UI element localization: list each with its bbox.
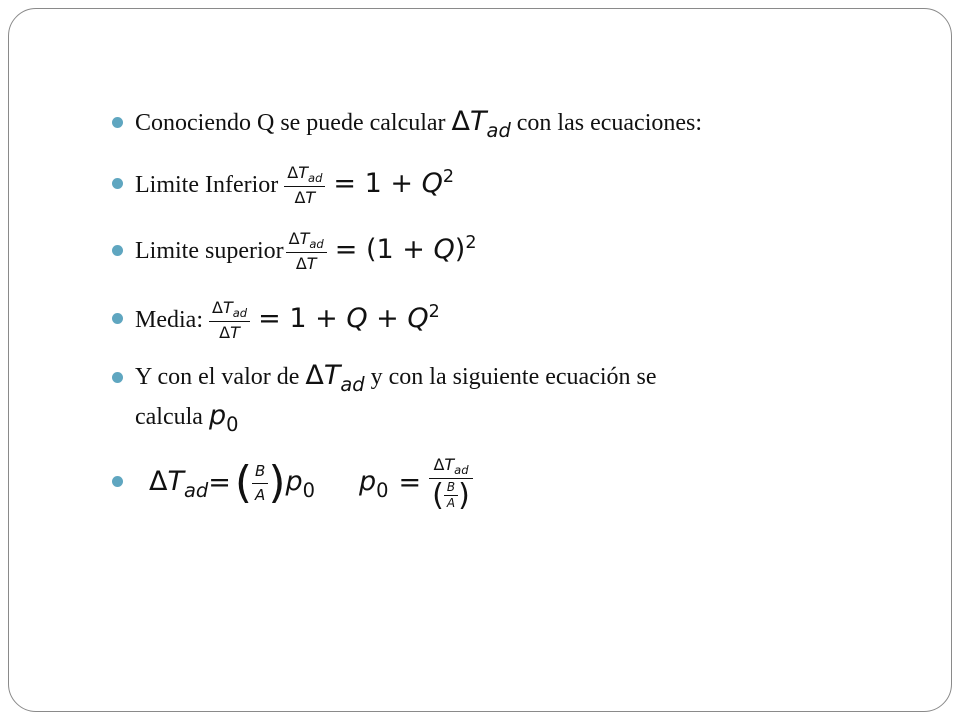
bullet-5-text-before: Y con el valor de	[135, 364, 306, 390]
bullet-item-5-line-2	[135, 400, 239, 436]
bullet-item-6	[149, 445, 473, 521]
right-paren: )	[268, 457, 286, 508]
bullet-5-text-middle: y con la siguiente ecuación se	[364, 364, 657, 390]
fraction-delta-tad-over-delta-t: $\frac{\Delta T_{ad}}{\Delta T}$	[284, 164, 325, 207]
slide	[8, 8, 952, 712]
equation-rhs-superior: = $(1 + Q)^2$	[334, 232, 477, 265]
limite-superior-label: Limite superior	[135, 238, 284, 264]
bullet-item-5	[135, 360, 657, 396]
bullet-item-4	[135, 290, 440, 350]
delta-t-ad-symbol: $\Delta T_{ad}$	[451, 106, 511, 142]
media-label: Media:	[135, 307, 203, 333]
left-paren: (	[234, 457, 253, 508]
equation-rhs-media: = $1 + Q + Q^2$	[258, 301, 440, 334]
bullet-dot	[112, 476, 123, 487]
limite-inferior-label: Limite Inferior	[135, 172, 279, 198]
fraction-delta-tad-over-b-over-a: $\Delta T_{ad}$ ( $\frac{B}{A}$ )	[429, 456, 473, 511]
bullet-dot	[112, 372, 123, 383]
fraction-delta-tad-over-delta-t: $\frac{\Delta T_{ad}}{\Delta T}$	[209, 299, 250, 342]
bullet-item-2	[135, 155, 454, 215]
bullet-dot	[112, 245, 123, 256]
delta-t-ad-lhs: $\Delta T_{ad}$	[149, 466, 209, 502]
p0-symbol: $p_0$	[359, 466, 389, 502]
bullet-item-3	[135, 221, 476, 281]
p0-symbol: $p_0$	[285, 466, 316, 502]
p0-symbol: $p_0$	[208, 400, 239, 436]
fraction-delta-tad-over-delta-t: $\frac{\Delta T_{ad}}{\Delta T}$	[286, 230, 327, 273]
bullet-dot	[112, 178, 123, 189]
fraction-b-over-a: $\frac{B}{A}$	[252, 462, 268, 504]
equals-sign: =	[398, 467, 422, 498]
delta-t-ad-symbol: $\Delta T_{ad}$	[305, 360, 365, 396]
bullet-5-text-line2: calcula	[135, 404, 209, 430]
bullet-1-text-before: Conociendo Q se puede calcular	[135, 110, 452, 136]
equation-rhs-inferior: = $1 + Q^2$	[333, 166, 455, 199]
equals-sign: =	[208, 467, 231, 498]
bullet-dot	[112, 313, 123, 324]
bullet-item-1	[135, 106, 703, 142]
bullet-dot	[112, 117, 123, 128]
bullet-1-text-after: con las ecuaciones:	[510, 110, 703, 136]
